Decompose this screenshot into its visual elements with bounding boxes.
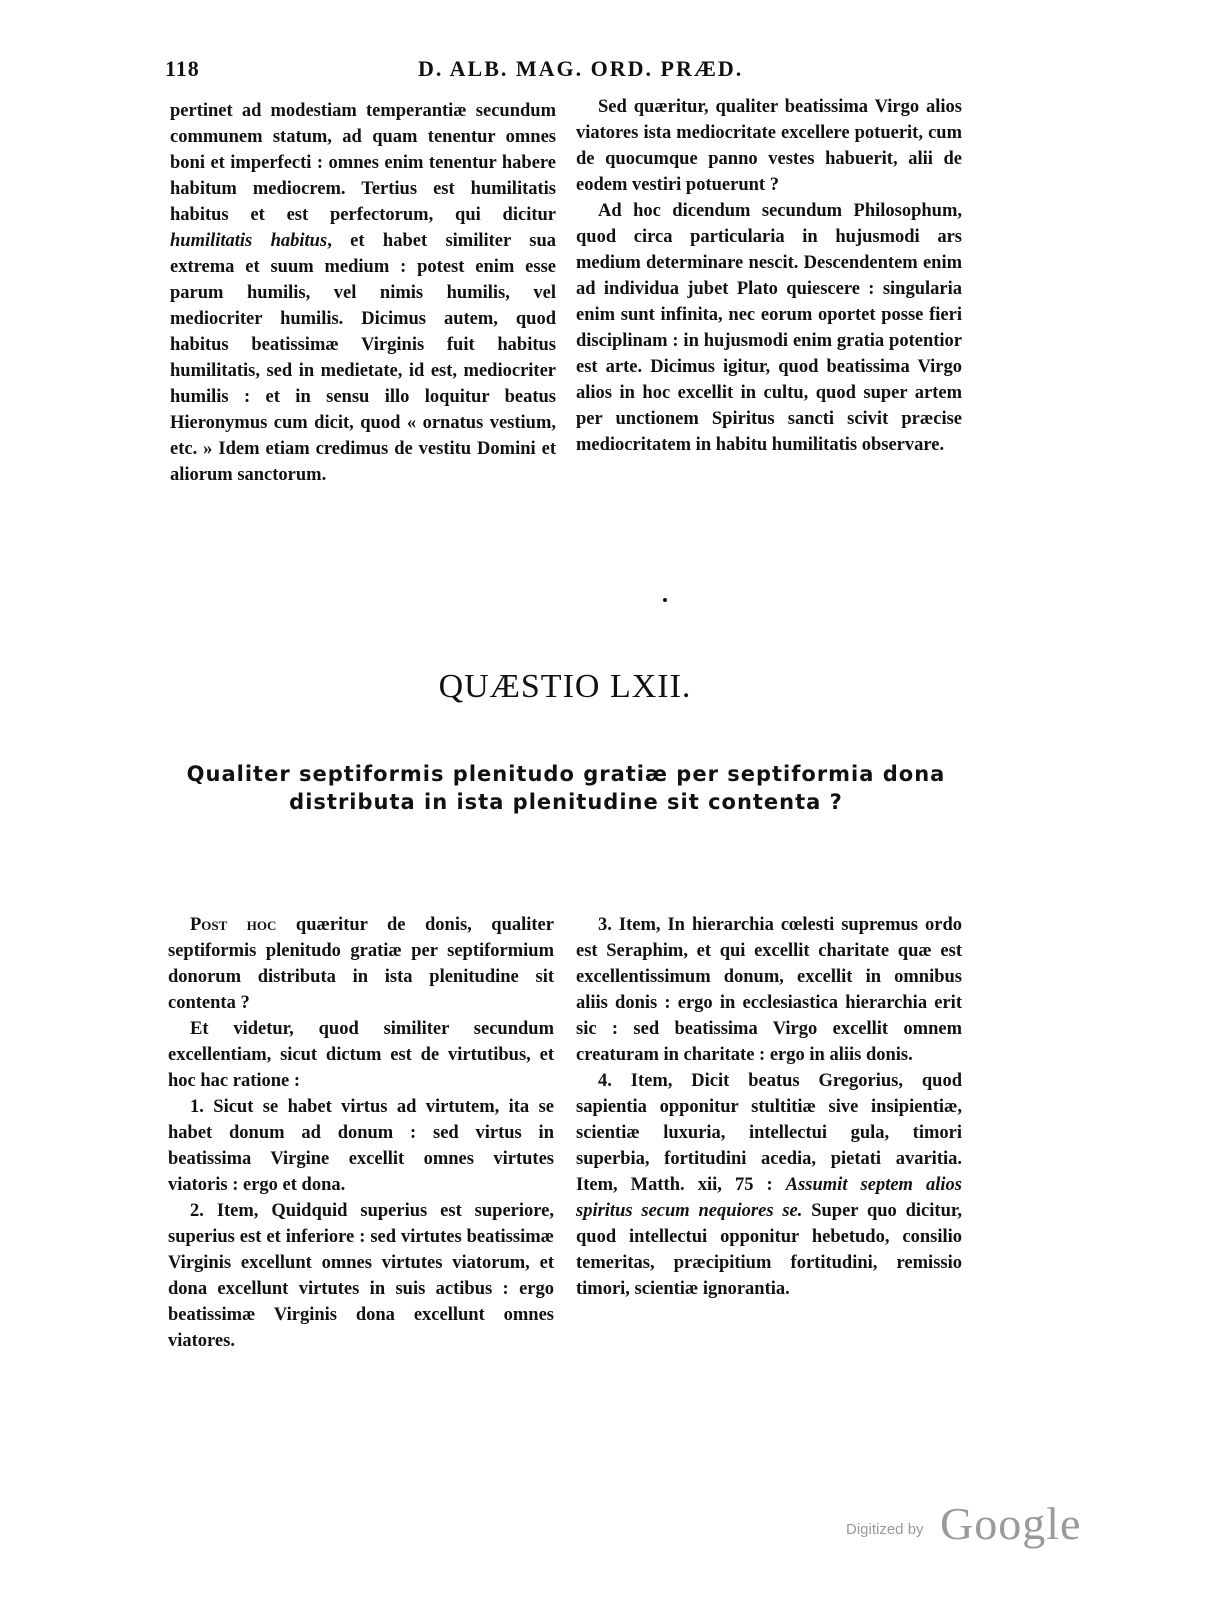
- text-run: 4. Item, Dicit beatus Gregorius, quod sapientia opponitur stultitiæ sive insipientiæ, scientiæ luxuria, intellectui gula, timori superbia, fortitudini acedia, pietati avaritia. Item, Matth. xii, 75 :: [576, 1071, 962, 1195]
- top-right-column: [576, 94, 962, 458]
- bottom-right-column: [576, 912, 962, 1302]
- paragraph: 2. Item, Quidquid superius est superiore, superius est et inferiore : sed virtutes beatissimæ Virginis excellunt omnes virtutes viatorum, et dona excellunt virtutes in suis actibus : ergo beatissimæ Virginis dona excellunt omnes viatores.: [168, 1201, 554, 1351]
- text-run: quæritur de donis, qualiter septiformis plenitudo gratiæ per septiformium donorum distributa in ista plenitudine sit contenta ?: [168, 915, 554, 1013]
- paragraph: [168, 912, 554, 1016]
- paragraph: Ad hoc dicendum secundum Philosophum, quod circa particularia in hujusmodi ars medium determinare nescit. Descendentem enim ad individua jubet Plato quiescere : singularia enim sunt infinita, nec eorum oportet posse fieri disciplinam : in hujusmodi enim gratia potentior est arte. Dicimus igitur, quod beatissima Virgo alios in hoc excellit in cultu, quod super artem per unctionem Spiritus sancti scivit præcise mediocritatem in habitu humilitatis observare.: [576, 201, 962, 455]
- paragraph: [576, 1068, 962, 1302]
- watermark-logo-text: Google: [940, 1498, 1082, 1549]
- running-title: D. ALB. MAG. ORD. PRÆD.: [418, 56, 744, 81]
- italic-quote: Assumit septem alios spiritus secum nequiores se.: [576, 1175, 962, 1221]
- divider-dot: [663, 598, 667, 602]
- paragraph: [170, 98, 556, 488]
- top-left-column: [170, 98, 556, 488]
- paragraph: Et videtur, quod similiter secundum excellentiam, sicut dictum est de virtutibus, et hoc hac ratione :: [168, 1019, 554, 1091]
- digitized-watermark: [846, 1492, 1086, 1552]
- text-run: pertinet ad modestiam temperantiæ secundum communem statum, ad quam tenentur omnes boni et imperfecti : omnes enim tenentur habere habitum mediocrem. Tertius est humilitatis habitus et est perfectorum, qui dicitur: [170, 101, 556, 225]
- paragraph: 1. Sicut se habet virtus ad virtutem, ita se habet donum ad donum : sed virtus in beatissima Virgine excellit omnes virtutes viatoris : ergo et dona.: [168, 1097, 554, 1195]
- question-title: QUÆSTIO LXII.: [438, 668, 692, 705]
- watermark-small-text: Digitized by: [846, 1521, 924, 1538]
- question-subtitle: Qualiter septiformis plenitudo gratiæ per septiformia dona distributa in ista plenitudine sit contenta ?: [186, 762, 946, 814]
- text-run: Super quo dicitur, quod intellectui opponitur hebetudo, consilio temeritas, præcipitium fortitudini, remissio timori, scientiæ ignorantia.: [576, 1201, 962, 1299]
- italic-term: humilitatis habitus: [170, 231, 328, 251]
- paragraph: 3. Item, In hierarchia cœlesti supremus ordo est Seraphim, et qui excellit charitate quæ est excellentissimum donum, excellit in omnibus aliis donis : ergo in ecclesiastica hierarchia erit sic : sed beatissima Virgo excellit omnem creaturam in charitate : ergo in aliis donis.: [576, 915, 962, 1065]
- paragraph: Sed quæritur, qualiter beatissima Virgo alios viatores ista mediocritate excellere potuerit, cum de quocumque panno vestes habuerit, alii de eodem vestiri potuerunt ?: [576, 97, 962, 195]
- text-run: , et habet similiter sua extrema et suum medium : potest enim esse parum humilis, vel nimis humilis, vel mediocriter humilis. Dicimus autem, quod habitus beatissimæ Virginis fuit habitus humilitatis, sed in medietate, id est, mediocriter humilis : et in sensu illo loquitur beatus Hieronymus cum dicit, quod « ornatus vestium, etc. » Idem etiam credimus de vestitu Domini et aliorum sanctorum.: [170, 231, 556, 485]
- smallcaps-opening: Post hoc: [190, 915, 277, 935]
- page-header: [0, 50, 1208, 90]
- page-number: 118: [165, 56, 200, 81]
- bottom-left-column: [168, 912, 554, 1354]
